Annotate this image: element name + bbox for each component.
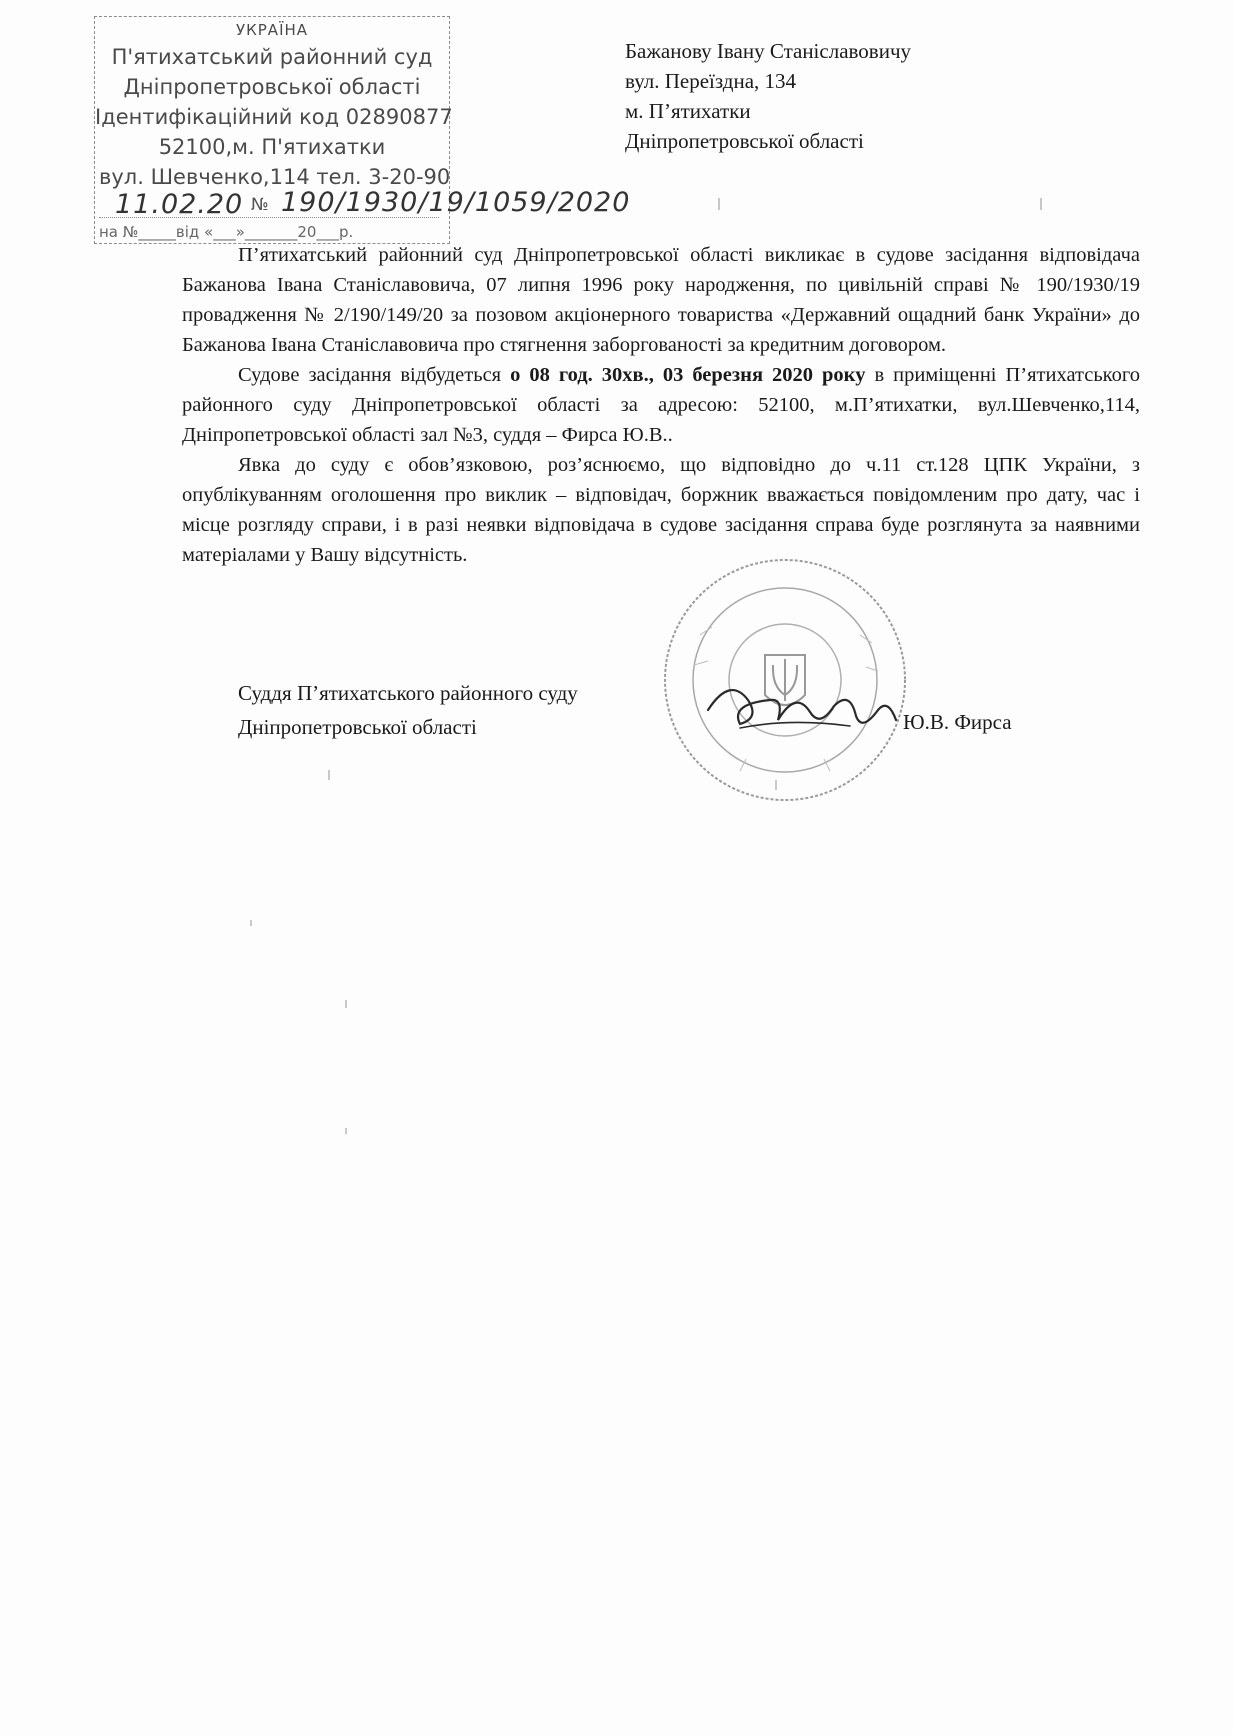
stamp-address: вул. Шевченко,114 тел. 3-20-90 — [99, 165, 451, 189]
stamp-reply-line: на №_____від «___»_______20___р. — [99, 223, 354, 241]
addressee-city: м. П’ятихатки — [625, 99, 751, 123]
hearing-text-after: в приміщенні П’ятихатського районного суду Дніпропетровської області за адресою: 52100, м.П’ятихатки, вул.Шевченко,114, Дніпропетровської області зал №3, суддя – Фирса Ю.В.. — [182, 364, 1140, 446]
addressee-region: Дніпропетровської області — [625, 129, 864, 153]
judge-title-line1: Суддя П’ятихатського районного суду — [238, 681, 578, 705]
paragraph-attendance: Явка до суду є обов’язковою, роз’яснюємо, що відповідно до ч.11 ст.128 ЦПК України, з опублікуванням оголошення про виклик – відповідач, боржник вважається повідомленим про дату, час і місце розгляду справи, і в разі неявки відповідача в судове засідання справа буде розглянута за наявними матеріалами у Вашу відсутність. — [182, 454, 1140, 566]
addressee-block — [625, 36, 1145, 156]
summons-body — [182, 240, 1140, 570]
signature-scribble — [700, 670, 900, 750]
addressee-name: Бажанову Івану Станіславовичу — [625, 39, 912, 63]
judge-name: Ю.В. Фирса — [903, 710, 1012, 734]
stamp-reg-date: 11.02.20 — [115, 189, 244, 220]
hearing-datetime: о 08 год. 30хв., 03 березня 2020 року — [510, 364, 866, 386]
paragraph-summons: П’ятихатський районний суд Дніпропетровської області викликає в судове засідання відповідача Бажанова Івана Станіславовича, 07 липня 1996 року народження, по цивільній справі № 190/1930/19 провадження № 2/190/149/20 за позовом акціонерного товариства «Державний ощадний банк України» до Бажанова Івана Станіславовича про стягнення заборгованості за кредитним договором. — [182, 244, 1140, 356]
paragraph-hearing — [182, 360, 1140, 450]
judge-title-line2: Дніпропетровської області — [238, 715, 477, 739]
stamp-reg-number: 190/1930/19/1059/2020 — [281, 187, 631, 218]
judge-title — [238, 676, 578, 744]
stamp-country: УКРАЇНА — [235, 21, 309, 39]
addressee-street: вул. Переїздна, 134 — [625, 69, 797, 93]
stamp-city: 52100,м. П'ятихатки — [158, 135, 386, 159]
stamp-dotted-line — [99, 217, 439, 218]
stamp-registration-line — [101, 187, 631, 227]
hearing-text-before: Судове засідання відбудеться — [238, 364, 511, 386]
registration-stamp — [94, 16, 631, 244]
stamp-id-code: Ідентифікаційний код 02890877 — [95, 105, 453, 129]
stamp-reg-number-label: № — [251, 195, 270, 215]
stamp-region: Дніпропетровської області — [123, 75, 421, 99]
stamp-court: П'ятихатський районний суд — [111, 45, 433, 69]
